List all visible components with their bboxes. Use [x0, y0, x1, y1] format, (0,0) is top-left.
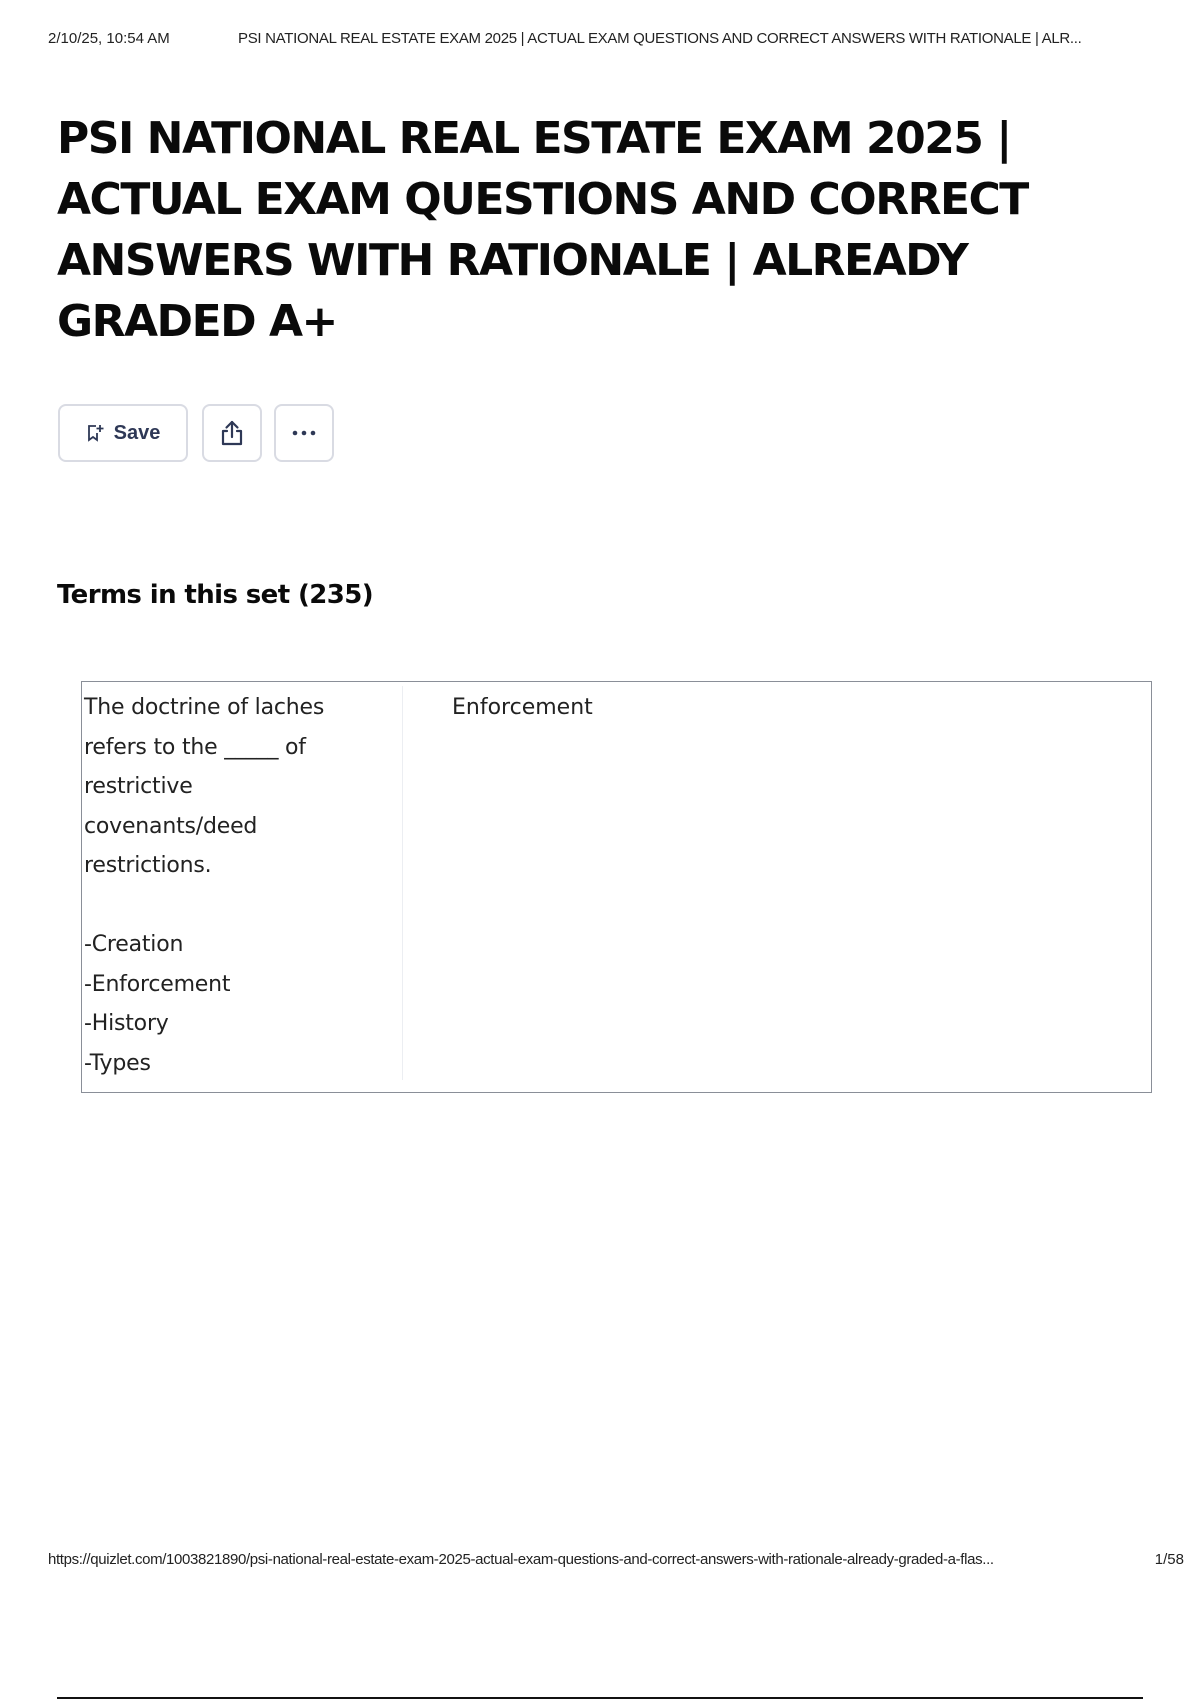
print-date: 2/10/25, 10:54 AM — [48, 30, 170, 47]
terms-count-heading: Terms in this set (235) — [57, 580, 374, 610]
print-footer — [48, 1551, 1184, 1571]
print-header — [48, 30, 1184, 50]
save-label: Save — [113, 421, 161, 444]
card-divider — [402, 686, 403, 1080]
bookmark-plus-icon — [86, 424, 104, 442]
print-url: https://quizlet.com/1003821890/psi-national-real-estate-exam-2025-actual-exam-questions-and-correct-answers-with-rationale-already-graded-a-flas... — [48, 1551, 994, 1568]
save-button[interactable] — [58, 404, 188, 462]
more-horizontal-icon — [290, 429, 318, 437]
bottom-rule — [57, 1697, 1143, 1699]
term-card — [81, 681, 1152, 1093]
page-number: 1/58 — [1154, 1551, 1184, 1568]
share-button[interactable] — [202, 404, 262, 462]
more-options-button[interactable] — [274, 404, 334, 462]
print-document-title: PSI NATIONAL REAL ESTATE EXAM 2025 | ACTUAL EXAM QUESTIONS AND CORRECT ANSWERS WITH RATIONALE | ALR... — [238, 30, 1082, 47]
definition-text: Enforcement — [452, 695, 593, 720]
page-title: PSI NATIONAL REAL ESTATE EXAM 2025 | ACTUAL EXAM QUESTIONS AND CORRECT ANSWERS WITH RATIONALE | ALREADY GRADED A+ — [57, 113, 1028, 347]
term-text: The doctrine of laches refers to the _____ of restrictive covenants/deed restrictions. -Creation -Enforcement -History -Types — [84, 695, 325, 1076]
share-upload-icon — [218, 418, 246, 448]
